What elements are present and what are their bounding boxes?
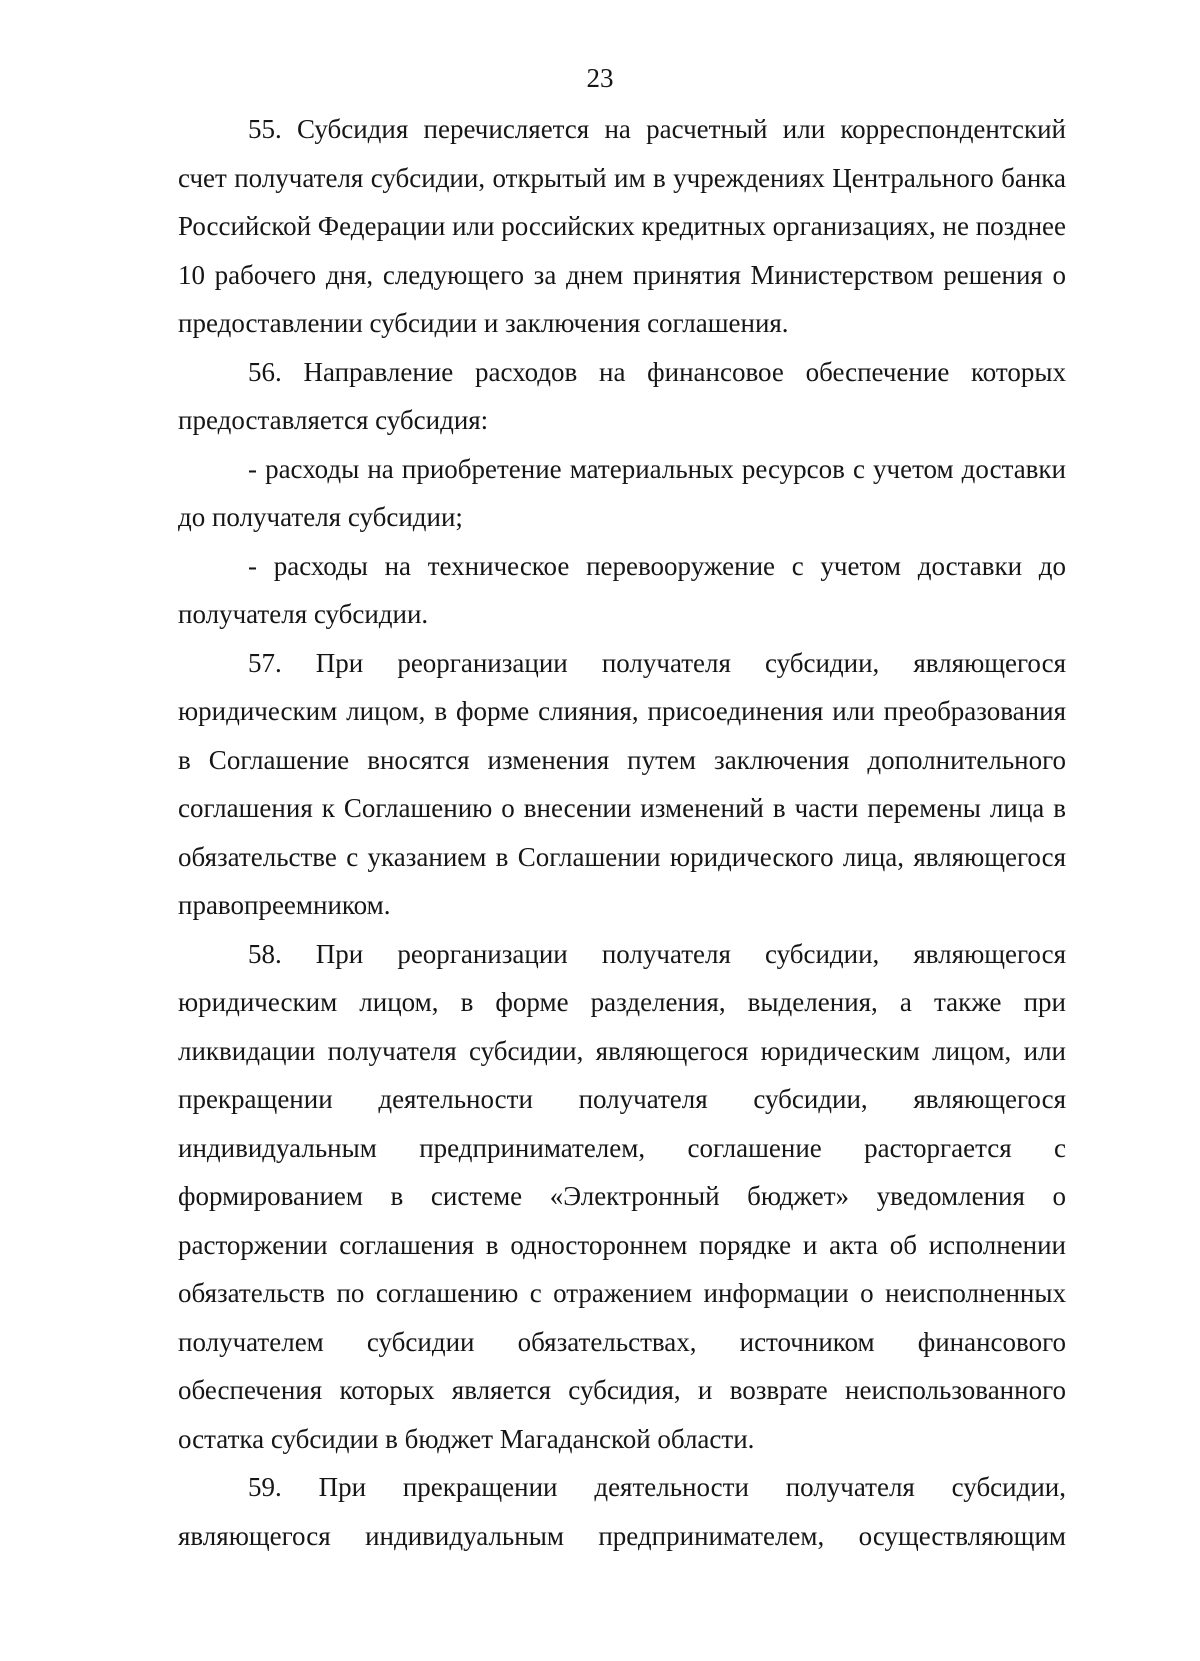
paragraph-55: 55. Субсидия перечисляется на расчетный или корреспондентский счет получателя субсидии, открытый им в учреждениях Центрального банка Российской Федерации или российских кредитных организациях, не позднее 10 рабочего дня, следующего за днем принятия Министерством решения о предоставлении субсидии и заключения соглашения. (178, 114, 1066, 338)
paragraph-56-item-2: - расходы на техническое перевооружение с учетом доставки до получателя субсидии. (178, 550, 1066, 629)
paragraph-59: 59. При прекращении деятельности получателя субсидии, являющегося индивидуальным предпринимателем, осуществляющим (178, 1472, 1066, 1551)
paragraph-56: 56. Направление расходов на финансовое обеспечение которых предоставляется субсидия: (178, 356, 1066, 435)
paragraph-58: 58. При реорганизации получателя субсидии, являющегося юридическим лицом, в форме разделения, выделения, а также при ликвидации получателя субсидии, являющегося юридическим лицом, или прекращении деятельности получателя субсидии, являющегося индивидуальным предпринимателем, соглашение расторгается с формированием в системе «Электронный бюджет» уведомления о расторжении соглашения в одностороннем порядке и акта об исполнении обязательств по соглашению с отражением информации о неисполненных получателем субсидии обязательствах, источником финансового обеспечения которых является субсидия, и возврате неиспользованного остатка субсидии в бюджет Магаданской области. (178, 938, 1066, 1454)
paragraph-57: 57. При реорганизации получателя субсидии, являющегося юридическим лицом, в форме слияния, присоединения или преобразования в Соглашение вносятся изменения путем заключения дополнительного соглашения к Соглашению о внесении изменений в части перемены лица в обязательстве с указанием в Соглашении юридического лица, являющегося правопреемником. (178, 647, 1066, 920)
document-body (178, 105, 1066, 1560)
page-number: 23 (586, 63, 614, 93)
paragraph-56-item-1: - расходы на приобретение материальных ресурсов с учетом доставки до получателя субсидии; (178, 453, 1066, 532)
